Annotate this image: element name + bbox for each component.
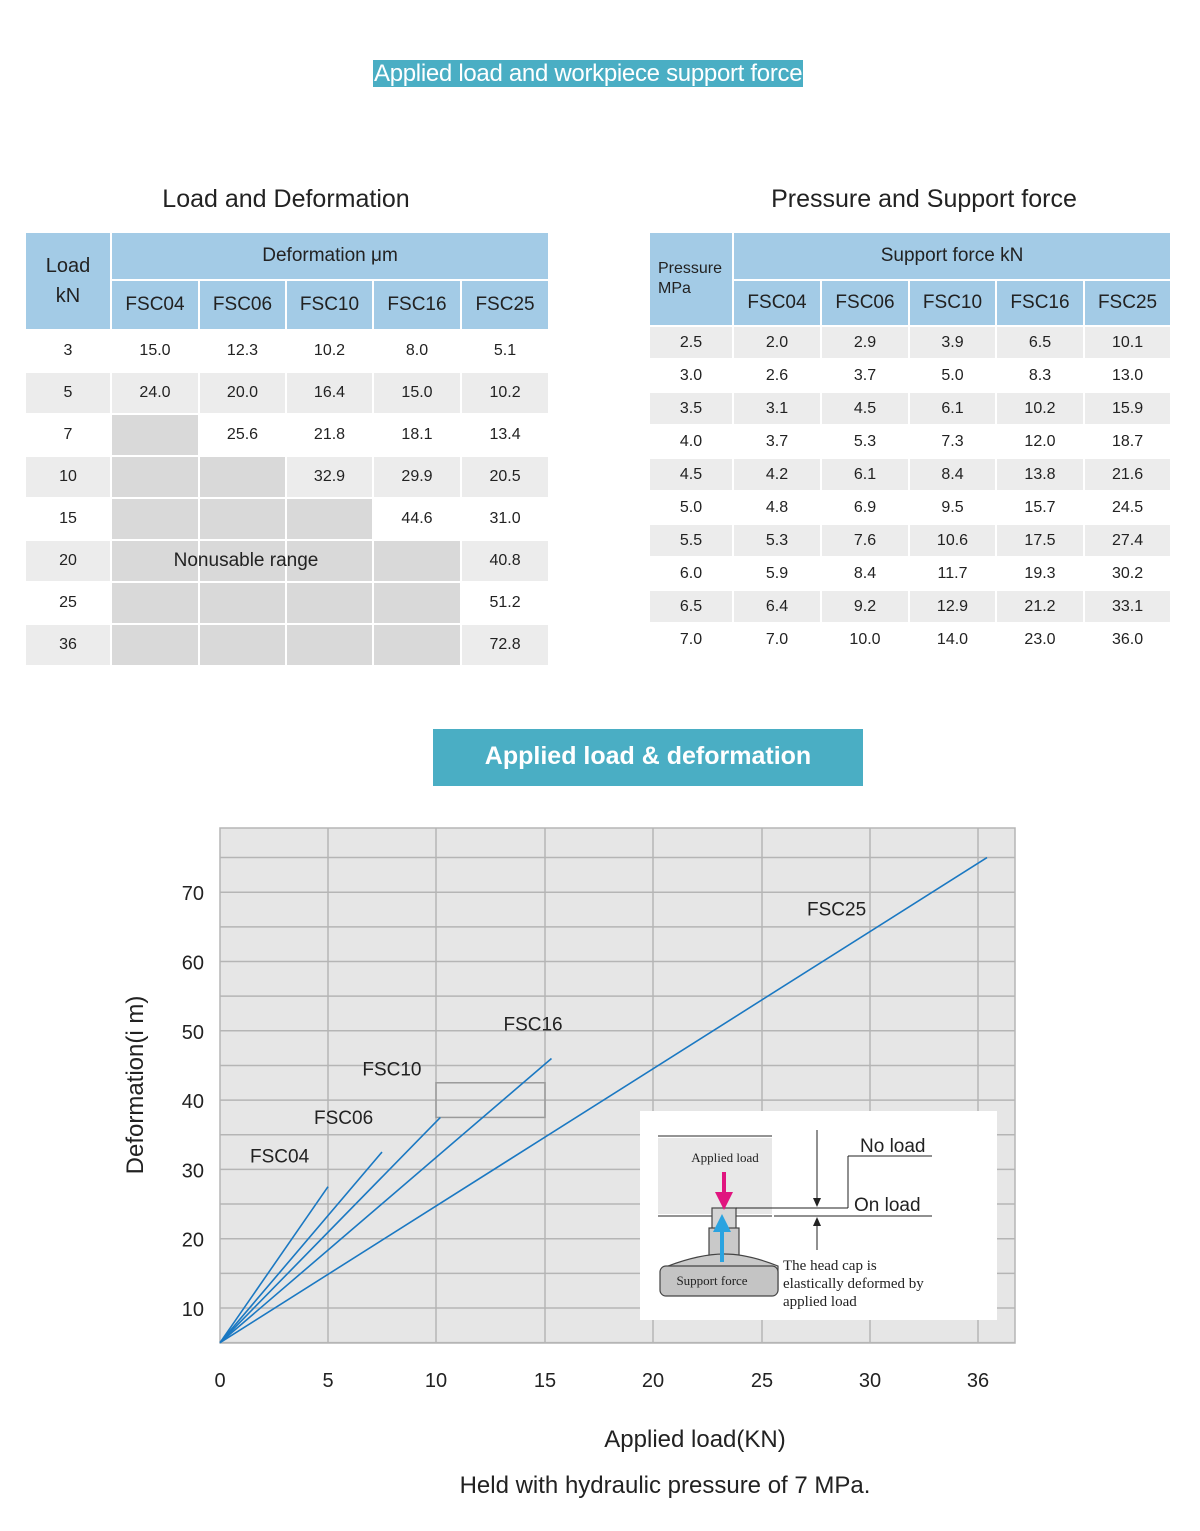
inset-support-force: Support force [676, 1273, 748, 1288]
x-tick-label: 0 [214, 1370, 226, 1392]
pressure-cell: 6.5 [649, 590, 733, 623]
series-label-fsc04: FSC04 [250, 1146, 310, 1168]
deformation-cell [199, 498, 286, 540]
column-header-fsc10: FSC10 [909, 280, 996, 326]
x-tick-label: 30 [858, 1370, 882, 1392]
inset-applied-load: Applied load [691, 1150, 759, 1165]
deformation-cell: 51.2 [461, 582, 549, 624]
table-row [649, 491, 1171, 524]
support-force-cell: 3.1 [733, 392, 821, 425]
table-row [649, 425, 1171, 458]
load-header: Load kN [25, 232, 111, 330]
table-row [25, 414, 549, 456]
support-force-cell: 2.6 [733, 359, 821, 392]
support-force-cell: 23.0 [996, 623, 1084, 656]
deformation-cell: 72.8 [461, 624, 549, 666]
support-force-cell: 6.9 [821, 491, 909, 524]
table-row [649, 326, 1171, 359]
series-label-fsc06: FSC06 [314, 1108, 374, 1130]
inset-caption-1: The head cap is [783, 1258, 877, 1274]
pressure-table-title: Pressure and Support force [771, 185, 1077, 213]
deformation-cell [111, 582, 199, 624]
deformation-cell: 13.4 [461, 414, 549, 456]
table-row [25, 372, 549, 414]
y-tick-label: 20 [181, 1229, 204, 1252]
table-row [25, 330, 549, 372]
deformation-cell: 5.1 [461, 330, 549, 372]
support-force-cell: 18.7 [1084, 425, 1171, 458]
column-header-fsc25: FSC25 [1084, 280, 1171, 326]
deformation-cell: 10.2 [286, 330, 373, 372]
deformation-cell: 15.0 [111, 330, 199, 372]
support-force-cell: 3.7 [821, 359, 909, 392]
column-header-fsc16: FSC16 [373, 280, 461, 330]
deformation-cell: 8.0 [373, 330, 461, 372]
deformation-cell [286, 498, 373, 540]
pressure-cell: 5.5 [649, 524, 733, 557]
deformation-cell: 31.0 [461, 498, 549, 540]
inset-on-load: On load [854, 1195, 921, 1216]
load-cell: 7 [25, 414, 111, 456]
support-force-cell: 3.7 [733, 425, 821, 458]
table-row [25, 624, 549, 666]
table-row [649, 458, 1171, 491]
support-force-cell: 7.0 [733, 623, 821, 656]
y-tick-label: 30 [181, 1160, 204, 1183]
deformation-chart [0, 800, 1200, 1460]
column-header-fsc04: FSC04 [733, 280, 821, 326]
load-cell: 3 [25, 330, 111, 372]
deformation-cell: 40.8 [461, 540, 549, 582]
support-force-cell: 10.1 [1084, 326, 1171, 359]
support-force-cell: 19.3 [996, 557, 1084, 590]
support-force-cell: 5.3 [733, 524, 821, 557]
footnote: Held with hydraulic pressure of 7 MPa. [459, 1472, 871, 1499]
y-tick-label: 10 [181, 1299, 204, 1321]
load-cell: 15 [25, 498, 111, 540]
column-header-fsc06: FSC06 [821, 280, 909, 326]
support-force-cell: 13.8 [996, 458, 1084, 491]
x-tick-label: 5 [322, 1370, 334, 1392]
x-tick-label: 10 [424, 1370, 448, 1392]
support-force-cell: 4.5 [821, 392, 909, 425]
support-force-cell: 21.2 [996, 590, 1084, 623]
support-force-cell: 4.2 [733, 458, 821, 491]
support-force-cell: 2.9 [821, 326, 909, 359]
x-tick-label: 20 [641, 1370, 665, 1392]
pressure-support-table [648, 231, 1172, 657]
table-row [25, 456, 549, 498]
inset-diagram [640, 1111, 997, 1320]
y-tick-label: 50 [181, 1021, 204, 1044]
support-force-cell: 10.2 [996, 392, 1084, 425]
support-force-cell: 13.0 [1084, 359, 1171, 392]
support-force-cell: 27.4 [1084, 524, 1171, 557]
deformation-cell: 10.2 [461, 372, 549, 414]
pressure-cell: 7.0 [649, 623, 733, 656]
deformation-cell [199, 582, 286, 624]
support-force-cell: 5.9 [733, 557, 821, 590]
y-tick-label: 60 [181, 952, 204, 975]
deformation-cell: 20.0 [199, 372, 286, 414]
pressure-cell: 3.5 [649, 392, 733, 425]
page-title: Applied load and workpiece support force [374, 60, 803, 87]
deformation-cell [199, 456, 286, 498]
deformation-cell [373, 540, 461, 582]
support-force-cell: 8.4 [909, 458, 996, 491]
deformation-cell: 29.9 [373, 456, 461, 498]
support-force-cell: 36.0 [1084, 623, 1171, 656]
deformation-cell: 25.6 [199, 414, 286, 456]
deformation-cell: 24.0 [111, 372, 199, 414]
deformation-cell: 21.8 [286, 414, 373, 456]
support-force-cell: 11.7 [909, 557, 996, 590]
support-force-cell: 33.1 [1084, 590, 1171, 623]
table-row [25, 582, 549, 624]
support-force-cell: 14.0 [909, 623, 996, 656]
deformation-cell: 20.5 [461, 456, 549, 498]
y-tick-label: 40 [181, 1091, 204, 1114]
load-cell: 20 [25, 540, 111, 582]
support-force-cell: 12.0 [996, 425, 1084, 458]
support-force-cell: 17.5 [996, 524, 1084, 557]
support-force-cell: 9.2 [821, 590, 909, 623]
support-force-cell: 6.1 [909, 392, 996, 425]
support-force-cell: 24.5 [1084, 491, 1171, 524]
load-cell: 5 [25, 372, 111, 414]
deformation-cell [286, 582, 373, 624]
y-axis-label: Deformation(i m) [122, 995, 149, 1175]
support-force-cell: 4.8 [733, 491, 821, 524]
table-row [649, 359, 1171, 392]
chart-title-badge: Applied load & deformation [433, 729, 863, 786]
deformation-cell [111, 414, 199, 456]
deformation-cell: 32.9 [286, 456, 373, 498]
load-table-title: Load and Deformation [162, 185, 410, 213]
support-force-cell: 30.2 [1084, 557, 1171, 590]
x-axis-label: Applied load(KN) [604, 1426, 786, 1453]
series-label-fsc16: FSC16 [503, 1014, 563, 1036]
table-row [25, 498, 549, 540]
series-label-fsc25: FSC25 [807, 899, 867, 921]
deformation-cell: 15.0 [373, 372, 461, 414]
support-force-cell: 6.1 [821, 458, 909, 491]
column-header-fsc16: FSC16 [996, 280, 1084, 326]
support-force-cell: 8.3 [996, 359, 1084, 392]
support-force-cell: 12.9 [909, 590, 996, 623]
load-cell: 36 [25, 624, 111, 666]
pressure-header: Pressure MPa [649, 232, 733, 326]
deformation-cell [286, 624, 373, 666]
support-force-cell: 2.0 [733, 326, 821, 359]
deformation-cell [373, 582, 461, 624]
pressure-cell: 6.0 [649, 557, 733, 590]
support-force-cell: 7.6 [821, 524, 909, 557]
deformation-cell: 44.6 [373, 498, 461, 540]
support-force-cell: 10.0 [821, 623, 909, 656]
pressure-cell: 4.0 [649, 425, 733, 458]
column-header-fsc10: FSC10 [286, 280, 373, 330]
deformation-cell [111, 456, 199, 498]
pressure-cell: 5.0 [649, 491, 733, 524]
deformation-cell [111, 624, 199, 666]
x-tick-label: 15 [533, 1370, 557, 1392]
x-tick-label: 36 [966, 1370, 990, 1392]
pressure-cell: 3.0 [649, 359, 733, 392]
support-force-cell: 15.7 [996, 491, 1084, 524]
support-force-cell: 10.6 [909, 524, 996, 557]
deformation-cell [199, 624, 286, 666]
deformation-group-header: Deformation μm [111, 232, 549, 280]
inset-no-load: No load [860, 1136, 926, 1157]
deformation-cell [373, 624, 461, 666]
column-header-fsc25: FSC25 [461, 280, 549, 330]
support-force-cell: 6.5 [996, 326, 1084, 359]
table-row [649, 524, 1171, 557]
nonusable-range-label: Nonusable range [173, 550, 319, 571]
pressure-cell: 4.5 [649, 458, 733, 491]
pressure-cell: 2.5 [649, 326, 733, 359]
support-force-group-header: Support force kN [733, 232, 1171, 280]
support-force-cell: 8.4 [821, 557, 909, 590]
table-row [649, 392, 1171, 425]
support-force-cell: 9.5 [909, 491, 996, 524]
support-force-cell: 21.6 [1084, 458, 1171, 491]
deformation-cell: 16.4 [286, 372, 373, 414]
x-tick-label: 25 [750, 1370, 774, 1392]
series-label-fsc10: FSC10 [362, 1059, 422, 1081]
load-cell: 25 [25, 582, 111, 624]
column-header-fsc06: FSC06 [199, 280, 286, 330]
inset-caption-3: applied load [783, 1294, 857, 1310]
table-row [649, 557, 1171, 590]
support-force-cell: 3.9 [909, 326, 996, 359]
deformation-cell: 18.1 [373, 414, 461, 456]
load-deformation-table [24, 231, 550, 667]
support-force-cell: 6.4 [733, 590, 821, 623]
column-header-fsc04: FSC04 [111, 280, 199, 330]
table-row [649, 623, 1171, 656]
y-tick-label: 70 [181, 883, 204, 906]
inset-caption-2: elastically deformed by [783, 1276, 924, 1292]
deformation-cell [111, 498, 199, 540]
support-force-cell: 15.9 [1084, 392, 1171, 425]
support-force-cell: 5.3 [821, 425, 909, 458]
deformation-cell: 12.3 [199, 330, 286, 372]
support-force-cell: 5.0 [909, 359, 996, 392]
table-row [649, 590, 1171, 623]
support-force-cell: 7.3 [909, 425, 996, 458]
load-cell: 10 [25, 456, 111, 498]
